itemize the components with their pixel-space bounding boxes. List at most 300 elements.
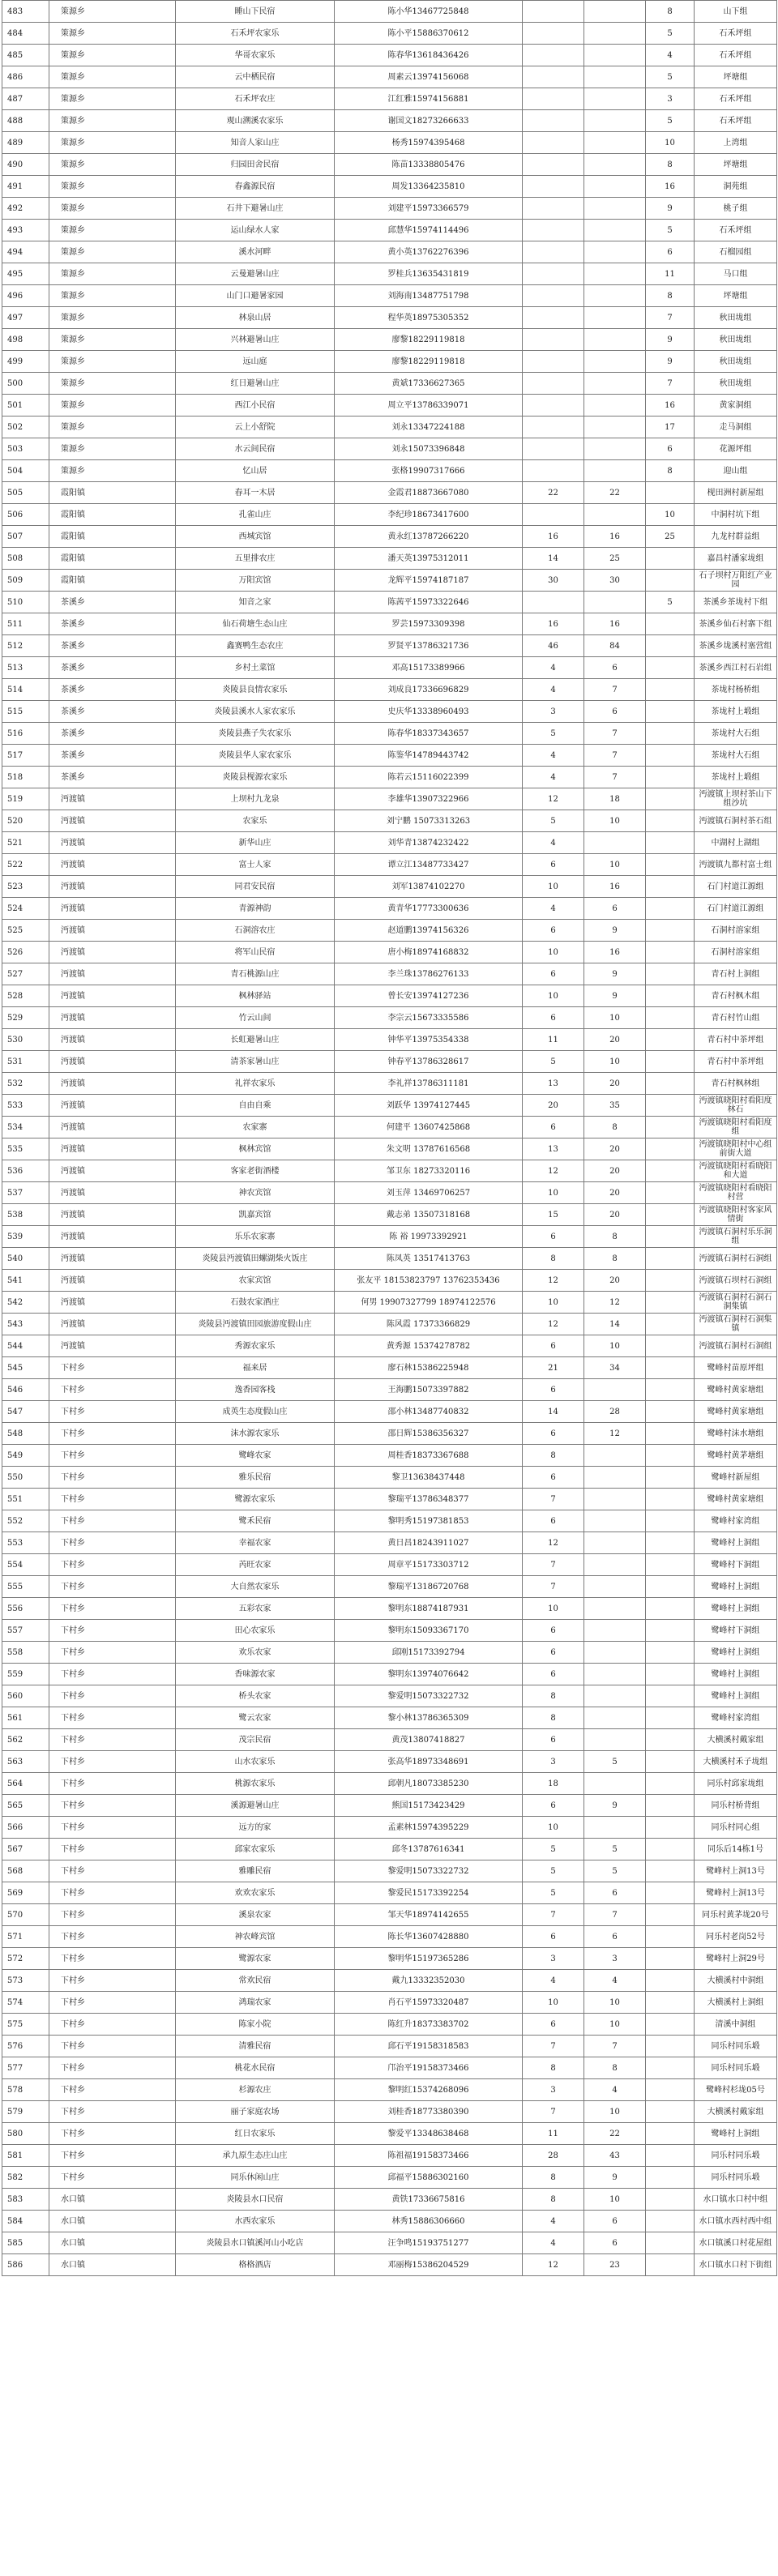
town-cell: 沔渡镇 [49,898,176,920]
contact-cell: 刘宁鹏 15073313263 [335,810,523,832]
business-name-cell: 观山溯溪农家乐 [176,110,335,132]
contact-cell: 邓高15173389966 [335,657,523,679]
business-name-cell: 兴林避暑山庄 [176,329,335,351]
beds-cell: 9 [584,963,646,985]
town-cell: 沔渡镇 [49,832,176,854]
business-name-cell: 雅雕民宿 [176,1860,335,1882]
business-name-cell: 青石桃源山庄 [176,963,335,985]
beds-cell: 28 [584,1401,646,1423]
row-number: 489 [2,132,49,154]
row-number: 513 [2,657,49,679]
row-number: 556 [2,1598,49,1620]
address-cell: 清溪中洞组 [695,2014,777,2036]
address-cell: 洞苑组 [695,176,777,198]
business-name-cell: 格格酒店 [176,2254,335,2276]
table-row [2,1839,777,1860]
count-cell [646,1051,695,1073]
beds-cell: 8 [584,2057,646,2079]
beds-cell: 7 [584,1904,646,1926]
business-name-cell: 远方的家 [176,1817,335,1839]
row-number: 503 [2,438,49,460]
table-row [2,23,777,45]
town-cell: 策源乡 [49,88,176,110]
beds-cell [584,285,646,307]
count-cell: 5 [646,23,695,45]
table-row [2,66,777,88]
row-number: 547 [2,1401,49,1423]
address-cell: 石洞村溶家组 [695,942,777,963]
contact-cell: 李雄华13907322966 [335,788,523,810]
address-cell: 青石村中茶坪组 [695,1051,777,1073]
count-cell [646,876,695,898]
address-cell: 同乐后14栋1号 [695,1839,777,1860]
row-number: 543 [2,1314,49,1335]
rooms-cell [523,329,584,351]
count-cell: 10 [646,504,695,526]
address-cell: 桃子组 [695,198,777,220]
count-cell: 5 [646,66,695,88]
address-cell: 青石村中茶坪组 [695,1029,777,1051]
rooms-cell: 16 [523,526,584,548]
beds-cell [584,1729,646,1751]
row-number: 512 [2,635,49,657]
count-cell: 9 [646,198,695,220]
rooms-cell: 8 [523,2189,584,2211]
address-cell: 中洞村坑下组 [695,504,777,526]
table-row [2,2079,777,2101]
table-row [2,1445,777,1467]
table-row [2,548,777,570]
row-number: 545 [2,1357,49,1379]
town-cell: 下村乡 [49,1576,176,1598]
table-row [2,788,777,810]
rooms-cell: 11 [523,2123,584,2145]
count-cell: 11 [646,263,695,285]
beds-cell: 10 [584,1335,646,1357]
row-number: 524 [2,898,49,920]
contact-cell: 陈茜平15973322646 [335,592,523,613]
town-cell: 下村乡 [49,2145,176,2167]
rooms-cell: 5 [523,1860,584,1882]
row-number: 533 [2,1095,49,1117]
beds-cell [584,176,646,198]
table-row [2,1795,777,1817]
count-cell [646,570,695,592]
business-name-cell: 溪泉农家 [176,1904,335,1926]
table-row [2,942,777,963]
rooms-cell [523,285,584,307]
rooms-cell: 21 [523,1357,584,1379]
count-cell [646,2189,695,2211]
contact-cell: 黎明华15197365286 [335,1948,523,1970]
address-cell: 秋田垅组 [695,329,777,351]
table-row [2,2189,777,2211]
count-cell [646,1882,695,1904]
table-row [2,1751,777,1773]
count-cell [646,1314,695,1335]
town-cell: 沔渡镇 [49,920,176,942]
address-cell: 鹭峰村黄家塘组 [695,1379,777,1401]
count-cell: 5 [646,592,695,613]
rooms-cell [523,220,584,241]
row-number: 487 [2,88,49,110]
rooms-cell: 7 [523,1554,584,1576]
address-cell: 沔渡镇上坝村茶山下组沙坑 [695,788,777,810]
town-cell: 沔渡镇 [49,854,176,876]
count-cell [646,2232,695,2254]
town-cell: 沔渡镇 [49,810,176,832]
beds-cell [584,1532,646,1554]
address-cell: 茶溪乡西江村石岩组 [695,657,777,679]
rooms-cell [523,66,584,88]
town-cell: 下村乡 [49,1510,176,1532]
town-cell: 茶溪乡 [49,745,176,767]
town-cell: 下村乡 [49,1685,176,1707]
business-name-cell: 山水农家乐 [176,1751,335,1773]
row-number: 529 [2,1007,49,1029]
business-name-cell: 茂宗民宿 [176,1729,335,1751]
table-row [2,1270,777,1292]
beds-cell: 6 [584,701,646,723]
table-row [2,482,777,504]
table-row [2,1401,777,1423]
contact-cell: 史庆华13338960493 [335,701,523,723]
address-cell: 鹭峰村上洞组 [695,1598,777,1620]
town-cell: 下村乡 [49,1532,176,1554]
beds-cell: 6 [584,2232,646,2254]
table-row [2,1,777,23]
business-name-cell: 桃花水民宿 [176,2057,335,2079]
row-number: 504 [2,460,49,482]
beds-cell [584,329,646,351]
beds-cell: 20 [584,1160,646,1182]
business-name-cell: 孔雀山庄 [176,504,335,526]
row-number: 568 [2,1860,49,1882]
town-cell: 下村乡 [49,2167,176,2189]
row-number: 585 [2,2232,49,2254]
address-cell: 大横溪村中洞组 [695,1970,777,1992]
address-cell: 鹭峰村黄家塘组 [695,1401,777,1423]
row-number: 509 [2,570,49,592]
rooms-cell: 3 [523,701,584,723]
table-row [2,1007,777,1029]
row-number: 497 [2,307,49,329]
rooms-cell: 6 [523,2014,584,2036]
address-cell: 同乐村同乐塅 [695,2145,777,2167]
business-name-cell: 鹭禾民宿 [176,1510,335,1532]
table-row [2,504,777,526]
beds-cell: 43 [584,2145,646,2167]
town-cell: 下村乡 [49,2123,176,2145]
address-cell: 走马洞组 [695,417,777,438]
business-name-cell: 自由自乘 [176,1095,335,1117]
town-cell: 下村乡 [49,1642,176,1664]
beds-cell: 10 [584,2189,646,2211]
row-number: 495 [2,263,49,285]
rooms-cell [523,1,584,23]
business-name-cell: 成英生态度假山庄 [176,1401,335,1423]
count-cell [646,942,695,963]
contact-cell: 张友平 18153823797 13762353436 [335,1270,523,1292]
row-number: 540 [2,1248,49,1270]
business-name-cell: 五里排农庄 [176,548,335,570]
row-number: 539 [2,1226,49,1248]
row-number: 532 [2,1073,49,1095]
address-cell: 鹭峰村上洞29号 [695,1948,777,1970]
town-cell: 沔渡镇 [49,1182,176,1204]
rooms-cell: 14 [523,1401,584,1423]
business-name-cell: 农家寨 [176,1117,335,1138]
town-cell: 下村乡 [49,1554,176,1576]
table-row [2,1532,777,1554]
business-name-cell: 桥头农家 [176,1685,335,1707]
row-number: 580 [2,2123,49,2145]
business-name-cell: 炎陵县良情农家乐 [176,679,335,701]
row-number: 535 [2,1138,49,1160]
table-row [2,1029,777,1051]
rooms-cell: 11 [523,1029,584,1051]
town-cell: 下村乡 [49,1729,176,1751]
contact-cell: 何建平 13607425868 [335,1117,523,1138]
beds-cell [584,1510,646,1532]
count-cell [646,657,695,679]
business-name-cell: 枫林宾馆 [176,1138,335,1160]
business-name-cell: 杉源农庄 [176,2079,335,2101]
table-row [2,285,777,307]
count-cell [646,1598,695,1620]
count-cell [646,1685,695,1707]
row-number: 522 [2,854,49,876]
row-number: 528 [2,985,49,1007]
table-row [2,460,777,482]
town-cell: 沔渡镇 [49,942,176,963]
contact-cell: 朱文明 13787616568 [335,1138,523,1160]
count-cell: 6 [646,241,695,263]
table-row [2,526,777,548]
rooms-cell: 4 [523,898,584,920]
beds-cell: 20 [584,1270,646,1292]
count-cell [646,767,695,788]
address-cell: 鹭峰村苗原坪组 [695,1357,777,1379]
address-cell: 鹭峰村上洞组 [695,1642,777,1664]
contact-cell: 刘跃华 13974127445 [335,1095,523,1117]
town-cell: 策源乡 [49,460,176,482]
address-cell: 沔渡镇石洞村石洞组 [695,1335,777,1357]
contact-cell: 刘永13347224188 [335,417,523,438]
row-number: 550 [2,1467,49,1489]
rooms-cell [523,351,584,373]
address-cell: 坪塘组 [695,66,777,88]
beds-cell: 6 [584,898,646,920]
contact-cell: 邱冬13787616341 [335,1839,523,1860]
address-cell: 鹭峰村上洞组 [695,1576,777,1598]
table-row [2,2036,777,2057]
address-cell: 鹭峰村黄家塘组 [695,1489,777,1510]
table-row [2,767,777,788]
town-cell: 霞阳镇 [49,482,176,504]
address-cell: 水口镇溪口村花屋组 [695,2232,777,2254]
contact-cell: 黎爱民15173392254 [335,1882,523,1904]
beds-cell [584,460,646,482]
row-number: 576 [2,2036,49,2057]
beds-cell [584,373,646,395]
beds-cell: 6 [584,1926,646,1948]
beds-cell [584,132,646,154]
address-cell: 石洞村溶家组 [695,920,777,942]
table-row [2,854,777,876]
town-cell: 下村乡 [49,1423,176,1445]
town-cell: 下村乡 [49,2101,176,2123]
table-row [2,1707,777,1729]
business-name-cell: 溪源避暑山庄 [176,1795,335,1817]
contact-cell: 罗芸15973309398 [335,613,523,635]
count-cell [646,1817,695,1839]
contact-cell: 戴志弟 13507318168 [335,1204,523,1226]
count-cell: 7 [646,307,695,329]
address-cell: 鹭峰村家湾组 [695,1510,777,1532]
business-name-cell: 青源神韵 [176,898,335,920]
rooms-cell: 10 [523,942,584,963]
count-cell: 3 [646,88,695,110]
address-cell: 沔渡镇晓阳村看晓阳村营 [695,1182,777,1204]
beds-cell: 9 [584,2167,646,2189]
beds-cell: 10 [584,1007,646,1029]
count-cell: 8 [646,154,695,176]
business-name-cell: 丽子家庭农场 [176,2101,335,2123]
business-name-cell: 清雅民宿 [176,2036,335,2057]
business-name-cell: 山门口避暑家园 [176,285,335,307]
town-cell: 下村乡 [49,2057,176,2079]
address-cell: 茶垅村大石组 [695,745,777,767]
rooms-cell: 30 [523,570,584,592]
table-row [2,1204,777,1226]
rooms-cell: 10 [523,1992,584,2014]
town-cell: 下村乡 [49,2014,176,2036]
business-name-cell: 邱家农家乐 [176,1839,335,1860]
town-cell: 下村乡 [49,1598,176,1620]
beds-cell [584,263,646,285]
contact-cell: 邹卫东 18273320116 [335,1160,523,1182]
town-cell: 策源乡 [49,395,176,417]
listing-table [2,0,777,2276]
beds-cell: 5 [584,1839,646,1860]
count-cell [646,1707,695,1729]
address-cell: 沔渡镇石洞村茶石组 [695,810,777,832]
row-number: 499 [2,351,49,373]
contact-cell: 邵日辉15386356327 [335,1423,523,1445]
row-number: 555 [2,1576,49,1598]
beds-cell [584,1773,646,1795]
address-cell: 大横溪村戴家组 [695,1729,777,1751]
business-name-cell: 红日避暑山庄 [176,373,335,395]
rooms-cell: 3 [523,1948,584,1970]
address-cell: 鹭峰村上洞组 [695,1685,777,1707]
table-row [2,132,777,154]
table-row [2,1926,777,1948]
contact-cell: 邱朝凡18073385230 [335,1773,523,1795]
address-cell: 沔渡镇晓阳村客家风情街 [695,1204,777,1226]
address-cell: 石禾坪组 [695,45,777,66]
address-cell: 沔渡镇九都村富士组 [695,854,777,876]
address-cell: 鹭峰村下洞组 [695,1554,777,1576]
count-cell [646,810,695,832]
spreadsheet [2,0,776,2276]
table-row [2,1248,777,1270]
address-cell: 花源坪组 [695,438,777,460]
address-cell: 秋田垅组 [695,307,777,329]
table-row [2,679,777,701]
contact-cell: 邓丽梅15386204529 [335,2254,523,2276]
contact-cell: 罗桂兵13635431819 [335,263,523,285]
row-number: 501 [2,395,49,417]
contact-cell: 黎明东15093367170 [335,1620,523,1642]
business-name-cell: 忆山居 [176,460,335,482]
row-number: 508 [2,548,49,570]
town-cell: 沔渡镇 [49,1160,176,1182]
rooms-cell: 3 [523,2079,584,2101]
contact-cell: 陈鉴华14789443742 [335,745,523,767]
row-number: 549 [2,1445,49,1467]
business-name-cell: 逸香园客栈 [176,1379,335,1401]
beds-cell [584,1554,646,1576]
row-number: 579 [2,2101,49,2123]
table-row [2,1357,777,1379]
beds-cell: 10 [584,1992,646,2014]
contact-cell: 王海鹏15073397882 [335,1379,523,1401]
business-name-cell: 鹭源农家 [176,1948,335,1970]
beds-cell: 7 [584,723,646,745]
contact-cell: 黎明东18874187931 [335,1598,523,1620]
table-row [2,220,777,241]
row-number: 537 [2,1182,49,1204]
table-row [2,263,777,285]
rooms-cell: 18 [523,1773,584,1795]
contact-cell: 黎小林13786365309 [335,1707,523,1729]
town-cell: 沔渡镇 [49,1335,176,1357]
table-row [2,2167,777,2189]
address-cell: 黄家洞组 [695,395,777,417]
beds-cell [584,198,646,220]
table-row [2,1117,777,1138]
table-row [2,198,777,220]
beds-cell: 10 [584,854,646,876]
table-row [2,592,777,613]
beds-cell [584,241,646,263]
address-cell: 茶垅村杨桥组 [695,679,777,701]
count-cell [646,548,695,570]
beds-cell: 16 [584,526,646,548]
beds-cell: 12 [584,1292,646,1314]
row-number: 525 [2,920,49,942]
contact-cell: 钟春平13786328617 [335,1051,523,1073]
business-name-cell: 枫林驿站 [176,985,335,1007]
table-row [2,1314,777,1335]
rooms-cell: 6 [523,963,584,985]
town-cell: 沔渡镇 [49,1248,176,1270]
contact-cell: 陈春华18337343657 [335,723,523,745]
contact-cell: 陈春华13618436426 [335,45,523,66]
town-cell: 沔渡镇 [49,985,176,1007]
count-cell [646,2014,695,2036]
address-cell: 同乐村邱家垅组 [695,1773,777,1795]
town-cell: 策源乡 [49,285,176,307]
count-cell [646,1773,695,1795]
count-cell: 4 [646,45,695,66]
business-name-cell: 云中栖民宿 [176,66,335,88]
town-cell: 茶溪乡 [49,767,176,788]
business-name-cell: 乐乐农家寨 [176,1226,335,1248]
rooms-cell: 6 [523,1467,584,1489]
